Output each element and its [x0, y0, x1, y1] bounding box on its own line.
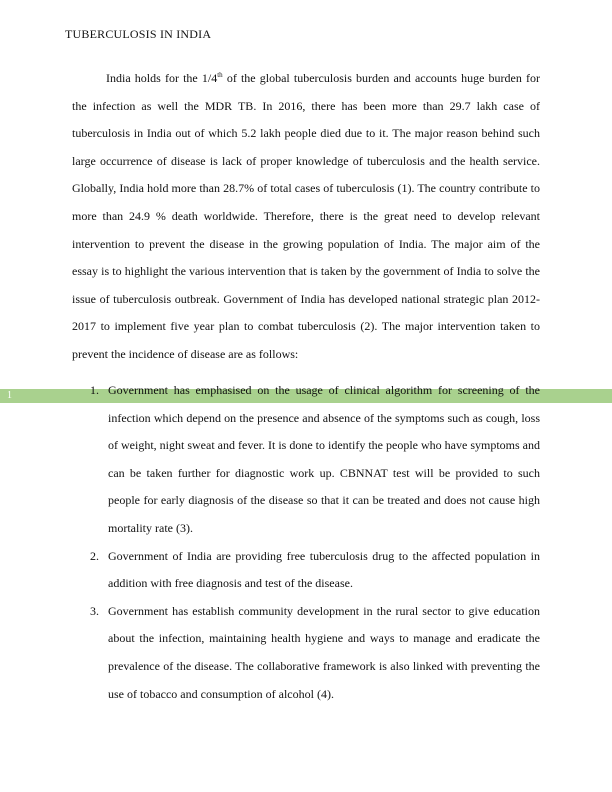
list-item: [72, 377, 540, 543]
list-item-number: 3.: [90, 603, 99, 618]
margin-line-number: 1: [7, 390, 12, 401]
list-item-number: 1.: [90, 383, 99, 397]
list-item-text: Government of India are providing free tuberculosis drug to the affected population in addition with free diagnosis and test of the disease.: [108, 548, 540, 591]
list-item: [72, 598, 540, 708]
running-head: TUBERCULOSIS IN INDIA: [65, 27, 212, 41]
intro-paragraph: [72, 65, 540, 369]
intervention-list: [72, 377, 540, 708]
paragraph-body: of the global tuberculosis burden and accounts huge burden for the infection as well the MDR TB. In 2016, there has been more than 29.7 lakh case of tuberculosis in India out of which 5.2 lakh people died due to it. The major reason behind such large occurrence of disease is lack of proper knowledge of tuberculosis and the health service. Globally, India hold more than 28.7% of total cases of tuberculosis (1). The country contribute to more than 24.9 % death worldwide. Therefore, there is the great need to develop relevant intervention to prevent the disease in the growing population of India. The major aim of the essay is to highlight the various intervention that is taken by the government of India to solve the issue of tuberculosis outbreak. Government of India has developed national strategic plan 2012-2017 to implement five year plan to combat tuberculosis (2). The major intervention taken to prevent the incidence of disease are as follows:: [72, 71, 540, 361]
list-item-text: Government has establish community development in the rural sector to give education about the infection, maintaining health hygiene and ways to manage and eradicate the prevalence of the disease. The collaborative framework is also linked with preventing the use of tobacco and consumption of alcohol (4).: [108, 603, 540, 701]
paragraph-superscript: th: [217, 71, 223, 79]
list-item-number: 2.: [90, 548, 99, 563]
paragraph-lead: India holds for the 1/4: [106, 71, 218, 85]
list-item: [72, 543, 540, 598]
list-item-text: Government has emphasised on the usage of clinical algorithm for screening of the infection which depend on the presence and absence of the symptoms such as cough, loss of weight, night sweat and fever. It is done to identify the people who have symptoms and can be taken further for diagnostic work up. CBNNAT test will be provided to such people for early diagnosis of the disease so that it can be treated and does not cause high mortality rate (3).: [108, 383, 540, 535]
